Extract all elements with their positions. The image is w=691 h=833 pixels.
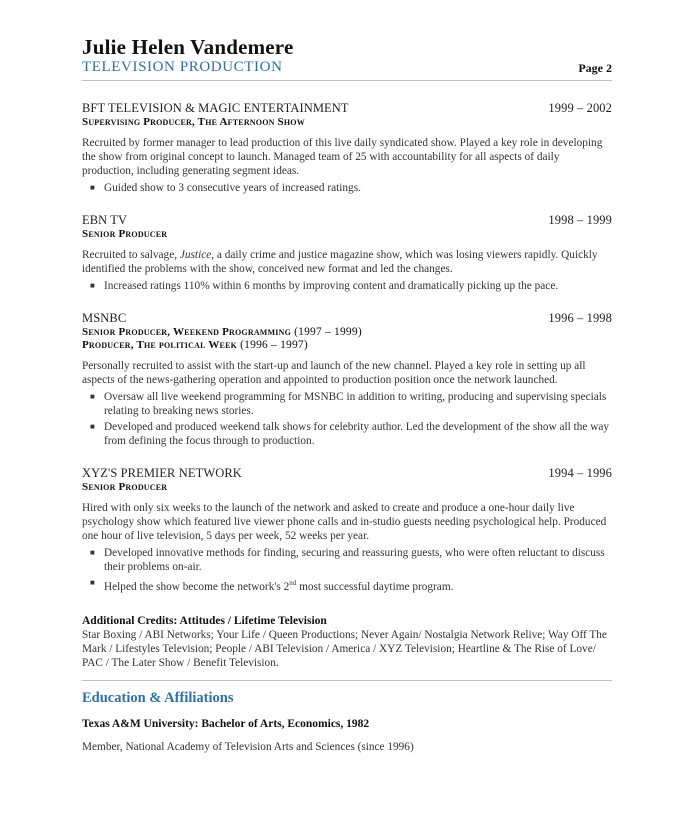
credits-list: Star Boxing / ABI Networks; Your Life / Queen Productions; Never Again/ Nostalgia Network Relive; Way Off The Mark / Lifestyles Television; People / ABI Television / America / XYZ Television; Heartline & The Rise of Love/ PAC / The Later Show / Benefit Television. [82, 628, 607, 669]
list-item: ■ Oversaw all live weekend programming for MSNBC in addition to writing, producing and supervising specials relating to breaking news stories. [90, 391, 607, 417]
resume-page [82, 36, 612, 754]
company-name: XYZ'S PREMIER NETWORK [82, 466, 242, 480]
bullet-icon: ■ [90, 548, 95, 557]
section-divider [82, 680, 612, 681]
header-row [82, 58, 612, 76]
company-name: MSNBC [82, 311, 127, 325]
job-description: Recruited by former manager to lead production of this live daily syndicated show. Played a key role in developing the show from original concept to launch. Managed team of 25 with accountability for all aspects of daily production, including generating segment ideas. [82, 137, 603, 177]
job-title: Senior Producer [82, 481, 168, 493]
candidate-name: Julie Helen Vandemere [82, 35, 294, 59]
show-title: Justice [179, 249, 212, 261]
job-bullets [82, 181, 612, 195]
list-item: ■ Guided show to 3 consecutive years of increased ratings. [90, 182, 361, 194]
credits-heading: Additional Credits: Attitudes / Lifetime Television [82, 614, 327, 627]
company-name: EBN TV [82, 213, 128, 227]
job-description: Recruited to salvage, Justice, a daily crime and justice magazine show, which was losing viewers rapidly. Quickly identified the problems with the show, conceived new format and led the changes. [82, 249, 598, 275]
list-item: ■ Increased ratings 110% within 6 months by improving content and dramatically picking up the pace. [90, 280, 559, 292]
additional-credits [82, 614, 612, 670]
bullet-icon: ■ [90, 392, 95, 401]
job-description: Personally recruited to assist with the start-up and launch of the new channel. Played a key role in setting up all aspects of the news-gathering operation and appointed to production position once the network launched. [82, 360, 586, 386]
bullet-icon: ■ [90, 422, 95, 431]
job-header [82, 101, 612, 116]
job-dates: 1994 – 1996 [548, 466, 612, 480]
degree: Texas A&M University: Bachelor of Arts, Economics, 1982 [82, 717, 370, 730]
company-name: BFT TELEVISION & MAGIC ENTERTAINMENT [82, 101, 349, 115]
bullet-icon: ■ [90, 281, 95, 290]
job-title: Senior Producer [82, 228, 168, 240]
job-header [82, 311, 612, 326]
list-item: ■ Developed and produced weekend talk shows for celebrity author. Led the development of the show all the way from defining the focus through to production. [90, 421, 610, 447]
job-entry-bft [82, 101, 612, 195]
job-title: Producer, The political Week (1996 – 1997) [82, 339, 308, 351]
job-title: Senior Producer, Weekend Programming (1997 – 1999) [82, 326, 362, 338]
job-entry-ebn [82, 213, 612, 293]
resume-subtitle: TELEVISION PRODUCTION [82, 59, 283, 75]
job-bullets [82, 546, 612, 594]
job-dates: 1999 – 2002 [548, 101, 612, 115]
page-number: Page 2 [578, 61, 612, 75]
job-bullets [82, 279, 612, 293]
job-header [82, 466, 612, 481]
job-entry-msnbc [82, 311, 612, 448]
job-entry-xyz [82, 466, 612, 594]
job-dates: 1998 – 1999 [548, 213, 612, 227]
job-header [82, 213, 612, 228]
job-dates: 1996 – 1998 [548, 311, 612, 325]
job-description: Hired with only six weeks to the launch of the network and asked to create and produce a one-hour daily live psychology show which featured live viewer phone calls and in-studio guests needing psychological help. Produced one hour of live television, 5 days per week, 52 weeks per year. [82, 502, 607, 542]
header-divider [82, 80, 612, 81]
bullet-icon: ■ [90, 183, 95, 192]
bullet-icon: ■ [90, 578, 95, 587]
job-title: Supervising Producer, The Afternoon Show [82, 116, 305, 128]
education-heading: Education & Affiliations [82, 689, 234, 706]
list-item: ■ Helped the show become the network's 2nd most successful daytime program. [90, 578, 454, 593]
job-bullets [82, 390, 612, 448]
list-item: ■ Developed innovative methods for finding, securing and reassuring guests, who were often reluctant to discuss their problems on-air. [90, 547, 605, 573]
affiliation: Member, National Academy of Television Arts and Sciences (since 1996) [82, 740, 414, 753]
